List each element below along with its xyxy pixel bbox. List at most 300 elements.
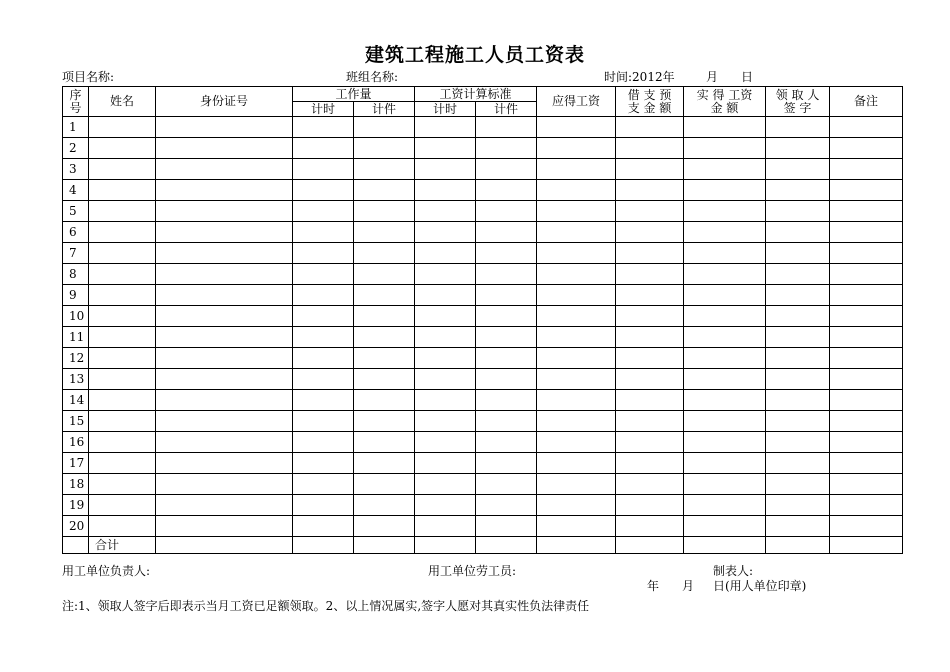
table-cell[interactable] (156, 432, 293, 453)
table-cell[interactable] (616, 264, 684, 285)
table-cell[interactable] (476, 285, 537, 306)
row-number: 11 (63, 327, 89, 348)
table-maker-label: 制表人: (713, 564, 754, 578)
table-cell[interactable] (766, 411, 830, 432)
table-cell[interactable] (354, 138, 415, 159)
total-cell[interactable] (766, 537, 830, 554)
table-cell[interactable] (766, 306, 830, 327)
table-cell[interactable] (616, 159, 684, 180)
table-cell[interactable] (156, 474, 293, 495)
table-cell[interactable] (830, 369, 903, 390)
project-name-label: 项目名称: (62, 70, 115, 84)
table-cell[interactable] (354, 243, 415, 264)
table-cell[interactable] (830, 201, 903, 222)
row-number: 7 (63, 243, 89, 264)
table-cell[interactable] (616, 411, 684, 432)
table-cell[interactable] (156, 390, 293, 411)
total-cell[interactable] (293, 537, 354, 554)
table-cell[interactable] (766, 516, 830, 537)
total-cell[interactable] (616, 537, 684, 554)
table-cell[interactable] (476, 495, 537, 516)
footer-month-label: 月 (682, 579, 695, 593)
table-row (63, 453, 903, 474)
table-row (63, 138, 903, 159)
table-cell[interactable] (616, 453, 684, 474)
table-cell[interactable] (354, 348, 415, 369)
table-cell[interactable] (766, 432, 830, 453)
table-cell[interactable] (89, 432, 156, 453)
table-cell[interactable] (537, 159, 616, 180)
table-cell[interactable] (415, 369, 476, 390)
row-number: 12 (63, 348, 89, 369)
table-row (63, 390, 903, 411)
table-cell[interactable] (537, 201, 616, 222)
table-cell[interactable] (293, 180, 354, 201)
table-cell[interactable] (415, 243, 476, 264)
table-cell[interactable] (415, 411, 476, 432)
table-cell[interactable] (156, 327, 293, 348)
table-cell[interactable] (766, 222, 830, 243)
table-row (63, 222, 903, 243)
table-cell[interactable] (354, 117, 415, 138)
table-cell[interactable] (415, 117, 476, 138)
table-cell[interactable] (354, 327, 415, 348)
table-cell[interactable] (616, 243, 684, 264)
header-remark: 备注 (830, 87, 903, 117)
row-number: 19 (63, 495, 89, 516)
table-cell[interactable] (616, 390, 684, 411)
table-cell[interactable] (354, 474, 415, 495)
table-cell[interactable] (415, 327, 476, 348)
table-cell[interactable] (766, 264, 830, 285)
table-cell[interactable] (830, 516, 903, 537)
table-cell[interactable] (616, 495, 684, 516)
table-cell[interactable] (830, 285, 903, 306)
table-cell[interactable] (616, 222, 684, 243)
table-cell[interactable] (830, 432, 903, 453)
table-cell[interactable] (89, 390, 156, 411)
table-cell[interactable] (476, 243, 537, 264)
header-workload-piece: 计件 (354, 102, 415, 117)
total-cell[interactable] (684, 537, 766, 554)
total-row-blank (63, 537, 89, 554)
header-workload: 工作量 (293, 87, 415, 102)
table-cell[interactable] (616, 180, 684, 201)
table-cell[interactable] (537, 474, 616, 495)
table-row (63, 327, 903, 348)
table-cell[interactable] (354, 201, 415, 222)
table-cell[interactable] (156, 138, 293, 159)
table-cell[interactable] (89, 243, 156, 264)
table-cell[interactable] (766, 453, 830, 474)
header-actual-wage: 实 得 工资 金 额 (684, 87, 766, 117)
table-cell[interactable] (415, 348, 476, 369)
table-cell[interactable] (415, 453, 476, 474)
table-row (63, 243, 903, 264)
table-cell[interactable] (766, 117, 830, 138)
table-cell[interactable] (89, 201, 156, 222)
table-cell[interactable] (537, 411, 616, 432)
table-cell[interactable] (476, 432, 537, 453)
total-cell[interactable] (830, 537, 903, 554)
table-row (63, 516, 903, 537)
table-cell[interactable] (766, 201, 830, 222)
table-cell[interactable] (156, 285, 293, 306)
row-number: 13 (63, 369, 89, 390)
table-cell[interactable] (415, 285, 476, 306)
payroll-table (62, 86, 903, 554)
table-cell[interactable] (354, 369, 415, 390)
table-cell[interactable] (293, 516, 354, 537)
table-cell[interactable] (293, 474, 354, 495)
table-cell[interactable] (89, 495, 156, 516)
table-cell[interactable] (293, 222, 354, 243)
table-cell[interactable] (293, 117, 354, 138)
table-cell[interactable] (684, 222, 766, 243)
table-cell[interactable] (415, 222, 476, 243)
row-number: 8 (63, 264, 89, 285)
table-cell[interactable] (684, 264, 766, 285)
total-cell[interactable] (476, 537, 537, 554)
total-row (63, 537, 903, 554)
table-row (63, 306, 903, 327)
page-title: 建筑工程施工人员工资表 (364, 44, 585, 66)
table-cell[interactable] (830, 327, 903, 348)
table-cell[interactable] (293, 411, 354, 432)
table-cell[interactable] (684, 117, 766, 138)
table-cell[interactable] (766, 348, 830, 369)
table-row (63, 348, 903, 369)
table-row (63, 285, 903, 306)
table-cell[interactable] (89, 138, 156, 159)
team-name-label: 班组名称: (346, 70, 399, 84)
table-cell[interactable] (537, 495, 616, 516)
table-cell[interactable] (156, 411, 293, 432)
header-standard-time: 计时 (415, 102, 476, 117)
labor-officer-label: 用工单位劳工员: (428, 564, 517, 578)
table-cell[interactable] (537, 285, 616, 306)
table-cell[interactable] (684, 432, 766, 453)
table-cell[interactable] (89, 411, 156, 432)
table-cell[interactable] (156, 201, 293, 222)
table-cell[interactable] (684, 243, 766, 264)
table-cell[interactable] (89, 306, 156, 327)
row-number: 20 (63, 516, 89, 537)
row-number: 16 (63, 432, 89, 453)
header-advance-amount: 借 支 预 支 金 额 (616, 87, 684, 117)
row-number: 15 (63, 411, 89, 432)
table-cell[interactable] (89, 285, 156, 306)
table-cell[interactable] (766, 138, 830, 159)
header-standard-piece: 计件 (476, 102, 537, 117)
table-cell[interactable] (156, 264, 293, 285)
table-cell[interactable] (89, 474, 156, 495)
row-number: 4 (63, 180, 89, 201)
table-cell[interactable] (415, 264, 476, 285)
table-cell[interactable] (293, 369, 354, 390)
total-label: 合计 (89, 537, 156, 554)
header-payable-wage: 应得工资 (537, 87, 616, 117)
table-cell[interactable] (354, 306, 415, 327)
table-cell[interactable] (537, 516, 616, 537)
total-cell[interactable] (415, 537, 476, 554)
table-cell[interactable] (354, 516, 415, 537)
table-cell[interactable] (476, 348, 537, 369)
table-cell[interactable] (354, 159, 415, 180)
table-cell[interactable] (156, 348, 293, 369)
table-cell[interactable] (830, 159, 903, 180)
footer-seal-label: 日(用人单位印章) (713, 579, 807, 593)
table-cell[interactable] (684, 453, 766, 474)
table-cell[interactable] (684, 474, 766, 495)
table-cell[interactable] (684, 159, 766, 180)
table-cell[interactable] (537, 222, 616, 243)
table-cell[interactable] (616, 306, 684, 327)
table-cell[interactable] (293, 306, 354, 327)
header-seq: 序 号 (63, 87, 89, 117)
table-cell[interactable] (89, 159, 156, 180)
table-cell[interactable] (293, 285, 354, 306)
table-cell[interactable] (415, 516, 476, 537)
footnote: 注:1、领取人签字后即表示当月工资已足额领取。2、以上情况属实,签字人愿对其真实性负法律责任 (62, 599, 590, 613)
table-cell[interactable] (537, 138, 616, 159)
table-cell[interactable] (89, 369, 156, 390)
header-wage-standard: 工资计算标准 (415, 87, 537, 102)
table-cell[interactable] (415, 138, 476, 159)
table-cell[interactable] (89, 327, 156, 348)
table-cell[interactable] (293, 243, 354, 264)
table-cell[interactable] (537, 390, 616, 411)
table-cell[interactable] (354, 180, 415, 201)
table-cell[interactable] (616, 285, 684, 306)
table-cell[interactable] (354, 453, 415, 474)
table-cell[interactable] (156, 117, 293, 138)
table-cell[interactable] (156, 306, 293, 327)
table-cell[interactable] (415, 306, 476, 327)
table-cell[interactable] (293, 453, 354, 474)
table-row (63, 411, 903, 432)
table-row (63, 117, 903, 138)
table-cell[interactable] (537, 432, 616, 453)
table-cell[interactable] (476, 306, 537, 327)
table-cell[interactable] (156, 495, 293, 516)
table-cell[interactable] (684, 285, 766, 306)
table-cell[interactable] (830, 411, 903, 432)
table-cell[interactable] (537, 306, 616, 327)
table-cell[interactable] (766, 327, 830, 348)
table-cell[interactable] (415, 159, 476, 180)
table-cell[interactable] (830, 264, 903, 285)
row-number: 14 (63, 390, 89, 411)
table-cell[interactable] (156, 222, 293, 243)
total-cell[interactable] (537, 537, 616, 554)
header-id-number: 身份证号 (156, 87, 293, 117)
header-row-1 (63, 87, 903, 102)
table-cell[interactable] (415, 390, 476, 411)
table-cell[interactable] (766, 474, 830, 495)
table-cell[interactable] (616, 432, 684, 453)
table-cell[interactable] (415, 495, 476, 516)
day-label: 日 (741, 70, 754, 84)
header-recipient-signature: 领 取 人 签 字 (766, 87, 830, 117)
month-label: 月 (706, 70, 719, 84)
row-number: 10 (63, 306, 89, 327)
row-number: 18 (63, 474, 89, 495)
table-cell[interactable] (293, 264, 354, 285)
table-cell[interactable] (830, 348, 903, 369)
header-name: 姓名 (89, 87, 156, 117)
table-cell[interactable] (616, 327, 684, 348)
table-cell[interactable] (766, 243, 830, 264)
total-cell[interactable] (156, 537, 293, 554)
table-cell[interactable] (415, 180, 476, 201)
table-cell[interactable] (830, 180, 903, 201)
table-row (63, 432, 903, 453)
table-cell[interactable] (830, 390, 903, 411)
table-cell[interactable] (476, 411, 537, 432)
table-cell[interactable] (684, 306, 766, 327)
table-cell[interactable] (616, 516, 684, 537)
table-cell[interactable] (684, 369, 766, 390)
table-cell[interactable] (89, 453, 156, 474)
table-cell[interactable] (476, 138, 537, 159)
table-cell[interactable] (415, 432, 476, 453)
table-cell[interactable] (830, 243, 903, 264)
table-cell[interactable] (156, 243, 293, 264)
table-cell[interactable] (766, 390, 830, 411)
table-cell[interactable] (537, 264, 616, 285)
table-cell[interactable] (89, 117, 156, 138)
table-cell[interactable] (476, 453, 537, 474)
table-cell[interactable] (293, 495, 354, 516)
table-cell[interactable] (476, 180, 537, 201)
table-cell[interactable] (293, 327, 354, 348)
table-cell[interactable] (684, 180, 766, 201)
footer-year-label: 年 (647, 579, 660, 593)
table-cell[interactable] (89, 264, 156, 285)
employer-leader-label: 用工单位负责人: (62, 564, 151, 578)
table-cell[interactable] (156, 159, 293, 180)
table-cell[interactable] (476, 201, 537, 222)
table-cell[interactable] (89, 222, 156, 243)
table-cell[interactable] (156, 453, 293, 474)
table-cell[interactable] (354, 390, 415, 411)
table-cell[interactable] (476, 264, 537, 285)
table-cell[interactable] (616, 117, 684, 138)
table-cell[interactable] (476, 222, 537, 243)
table-cell[interactable] (537, 348, 616, 369)
table-cell[interactable] (415, 201, 476, 222)
table-row (63, 369, 903, 390)
table-cell[interactable] (89, 180, 156, 201)
table-cell[interactable] (415, 474, 476, 495)
table-cell[interactable] (684, 495, 766, 516)
table-cell[interactable] (476, 369, 537, 390)
table-cell[interactable] (684, 138, 766, 159)
table-cell[interactable] (293, 390, 354, 411)
table-cell[interactable] (616, 138, 684, 159)
table-cell[interactable] (354, 411, 415, 432)
table-cell[interactable] (830, 138, 903, 159)
table-cell[interactable] (476, 117, 537, 138)
time-label: 时间:2012年 (604, 70, 675, 84)
table-cell[interactable] (684, 348, 766, 369)
table-cell[interactable] (537, 453, 616, 474)
table-row (63, 159, 903, 180)
row-number: 1 (63, 117, 89, 138)
table-cell[interactable] (830, 495, 903, 516)
table-cell[interactable] (830, 117, 903, 138)
table-cell[interactable] (830, 222, 903, 243)
table-cell[interactable] (684, 411, 766, 432)
table-cell[interactable] (156, 369, 293, 390)
table-cell[interactable] (616, 369, 684, 390)
total-cell[interactable] (354, 537, 415, 554)
table-cell[interactable] (476, 516, 537, 537)
table-row (63, 264, 903, 285)
table-cell[interactable] (476, 159, 537, 180)
table-cell[interactable] (156, 516, 293, 537)
table-cell[interactable] (156, 180, 293, 201)
row-number: 17 (63, 453, 89, 474)
table-cell[interactable] (89, 516, 156, 537)
table-cell[interactable] (766, 180, 830, 201)
table-cell[interactable] (537, 243, 616, 264)
row-number: 6 (63, 222, 89, 243)
table-row (63, 474, 903, 495)
table-cell[interactable] (293, 138, 354, 159)
row-number: 2 (63, 138, 89, 159)
table-cell[interactable] (293, 201, 354, 222)
table-cell[interactable] (293, 159, 354, 180)
table-cell[interactable] (537, 117, 616, 138)
table-cell[interactable] (616, 348, 684, 369)
table-cell[interactable] (537, 369, 616, 390)
table-cell[interactable] (684, 390, 766, 411)
table-cell[interactable] (616, 201, 684, 222)
table-row (63, 180, 903, 201)
table-cell[interactable] (354, 264, 415, 285)
table-cell[interactable] (354, 432, 415, 453)
table-cell[interactable] (766, 369, 830, 390)
table-cell[interactable] (684, 516, 766, 537)
table-cell[interactable] (354, 222, 415, 243)
table-cell[interactable] (766, 285, 830, 306)
table-cell[interactable] (476, 327, 537, 348)
table-row (63, 201, 903, 222)
table-cell[interactable] (766, 159, 830, 180)
table-cell[interactable] (537, 327, 616, 348)
table-cell[interactable] (830, 474, 903, 495)
table-cell[interactable] (684, 327, 766, 348)
table-cell[interactable] (354, 285, 415, 306)
row-number: 5 (63, 201, 89, 222)
table-cell[interactable] (766, 495, 830, 516)
table-cell[interactable] (354, 495, 415, 516)
table-cell[interactable] (293, 348, 354, 369)
table-row (63, 495, 903, 516)
table-cell[interactable] (537, 180, 616, 201)
table-cell[interactable] (476, 474, 537, 495)
table-cell[interactable] (616, 474, 684, 495)
table-cell[interactable] (830, 453, 903, 474)
table-cell[interactable] (293, 432, 354, 453)
row-number: 3 (63, 159, 89, 180)
table-cell[interactable] (830, 306, 903, 327)
table-cell[interactable] (684, 201, 766, 222)
table-cell[interactable] (89, 348, 156, 369)
table-cell[interactable] (476, 390, 537, 411)
